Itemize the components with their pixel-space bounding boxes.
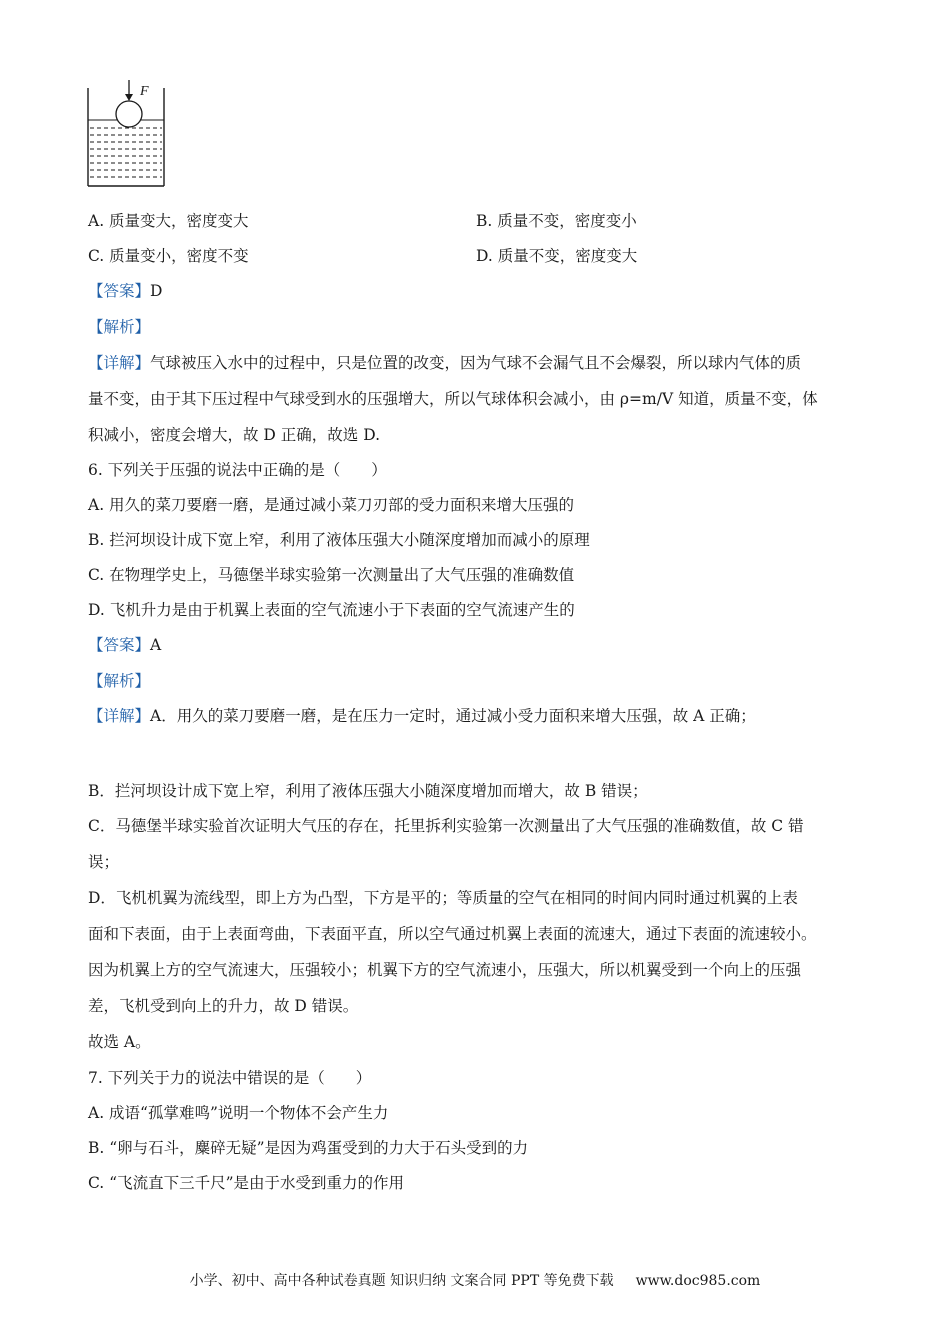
footer-site-link[interactable]: www.doc985.com — [635, 1273, 761, 1289]
page-footer — [0, 1270, 950, 1290]
q6-detail-line-3: C．马德堡半球实验首次证明大气压的存在，托里拆利实验第一次测量出了大气压强的准确数值，故 C 错 — [88, 817, 804, 835]
q5-detail-line-3: 积减小，密度会增大，故 D 正确，故选 D. — [88, 426, 381, 444]
q6-answer — [88, 635, 161, 655]
q5-option-c: C. 质量变小，密度不变 — [88, 247, 249, 265]
q5-detail-line-2: 量不变，由于其下压过程中气球受到水的压强增大，所以气球体积会减小，由 ρ=m/V 知道，质量不变，体 — [88, 390, 818, 408]
q6-detail-line-6: 面和下表面，由于上表面弯曲，下表面平直，所以空气通过机翼上表面的流速大，通过下表面的流速较小。 — [88, 925, 817, 943]
q6-option-a: A. 用久的菜刀要磨一磨，是通过减小菜刀刃部的受力面积来增大压强的 — [88, 496, 575, 514]
q6-option-c: C. 在物理学史上，马德堡半球实验第一次测量出了大气压强的准确数值 — [88, 566, 575, 584]
q6-option-d: D. 飞机升力是由于机翼上表面的空气流速小于下表面的空气流速产生的 — [88, 601, 575, 619]
q6-detail-line-8: 差，飞机受到向上的升力，故 D 错误。 — [88, 997, 359, 1015]
answer-value: A — [150, 636, 162, 654]
detail-tag: 【详解】 — [88, 354, 151, 372]
q5-option-b: B. 质量不变，密度变小 — [476, 212, 637, 230]
detail-tag: 【详解】 — [88, 707, 151, 725]
balloon-in-water-figure — [84, 78, 174, 190]
q6-detail-line-2: B．拦河坝设计成下宽上窄，利用了液体压强大小随深度增加而增大，故 B 错误； — [88, 782, 648, 800]
q5-option-a: A. 质量变大，密度变大 — [88, 212, 249, 230]
q7-option-c: C. “飞流直下三千尺”是由于水受到重力的作用 — [88, 1174, 405, 1192]
q6-conclusion: 故选 A。 — [88, 1033, 151, 1051]
q6-option-b: B. 拦河坝设计成下宽上窄，利用了液体压强大小随深度增加而减小的原理 — [88, 531, 590, 549]
answer-tag: 【答案】 — [88, 282, 151, 300]
water-body — [90, 128, 162, 177]
answer-tag: 【答案】 — [88, 636, 151, 654]
footer-ad-text: 小学、初中、高中各种试卷真题 知识归纳 文案合同 PPT 等免费下载 — [189, 1273, 614, 1289]
q6-detail-line-4: 误； — [88, 853, 120, 871]
answer-value: D — [150, 282, 163, 300]
q7-stem: 7. 下列关于力的说法中错误的是（ ） — [88, 1069, 372, 1087]
detail-text: A．用久的菜刀要磨一磨，是在压力一定时，通过减小受力面积来增大压强，故 A 正确； — [150, 707, 756, 725]
q5-option-d: D. 质量不变，密度变大 — [476, 247, 638, 265]
balloon — [116, 101, 142, 127]
q6-detail-line-5: D．飞机机翼为流线型，即上方为凸型，下方是平的；等质量的空气在相同的时间内同时通过机翼的上表 — [88, 889, 798, 907]
q5-answer — [88, 281, 162, 301]
q6-stem: 6. 下列关于压强的说法中正确的是（ ） — [88, 461, 387, 479]
detail-text: 气球被压入水中的过程中，只是位置的改变，因为气球不会漏气且不会爆裂，所以球内气体的质 — [150, 354, 802, 372]
q6-detail-line-1 — [88, 706, 756, 726]
q6-analysis-tag: 【解析】 — [88, 672, 151, 690]
q7-option-a: A. 成语“孤掌难鸣”说明一个物体不会产生力 — [88, 1104, 389, 1122]
q5-analysis-tag: 【解析】 — [88, 318, 151, 336]
q5-detail-line-1 — [88, 353, 801, 373]
q7-option-b: B. “卵与石斗，麋碎无疑”是因为鸡蛋受到的力大于石头受到的力 — [88, 1139, 529, 1157]
force-arrowhead — [125, 94, 133, 101]
q6-detail-line-7: 因为机翼上方的空气流速大，压强较小；机翼下方的空气流速小，压强大，所以机翼受到一个向上的压强 — [88, 961, 802, 979]
force-label: F — [140, 84, 149, 99]
